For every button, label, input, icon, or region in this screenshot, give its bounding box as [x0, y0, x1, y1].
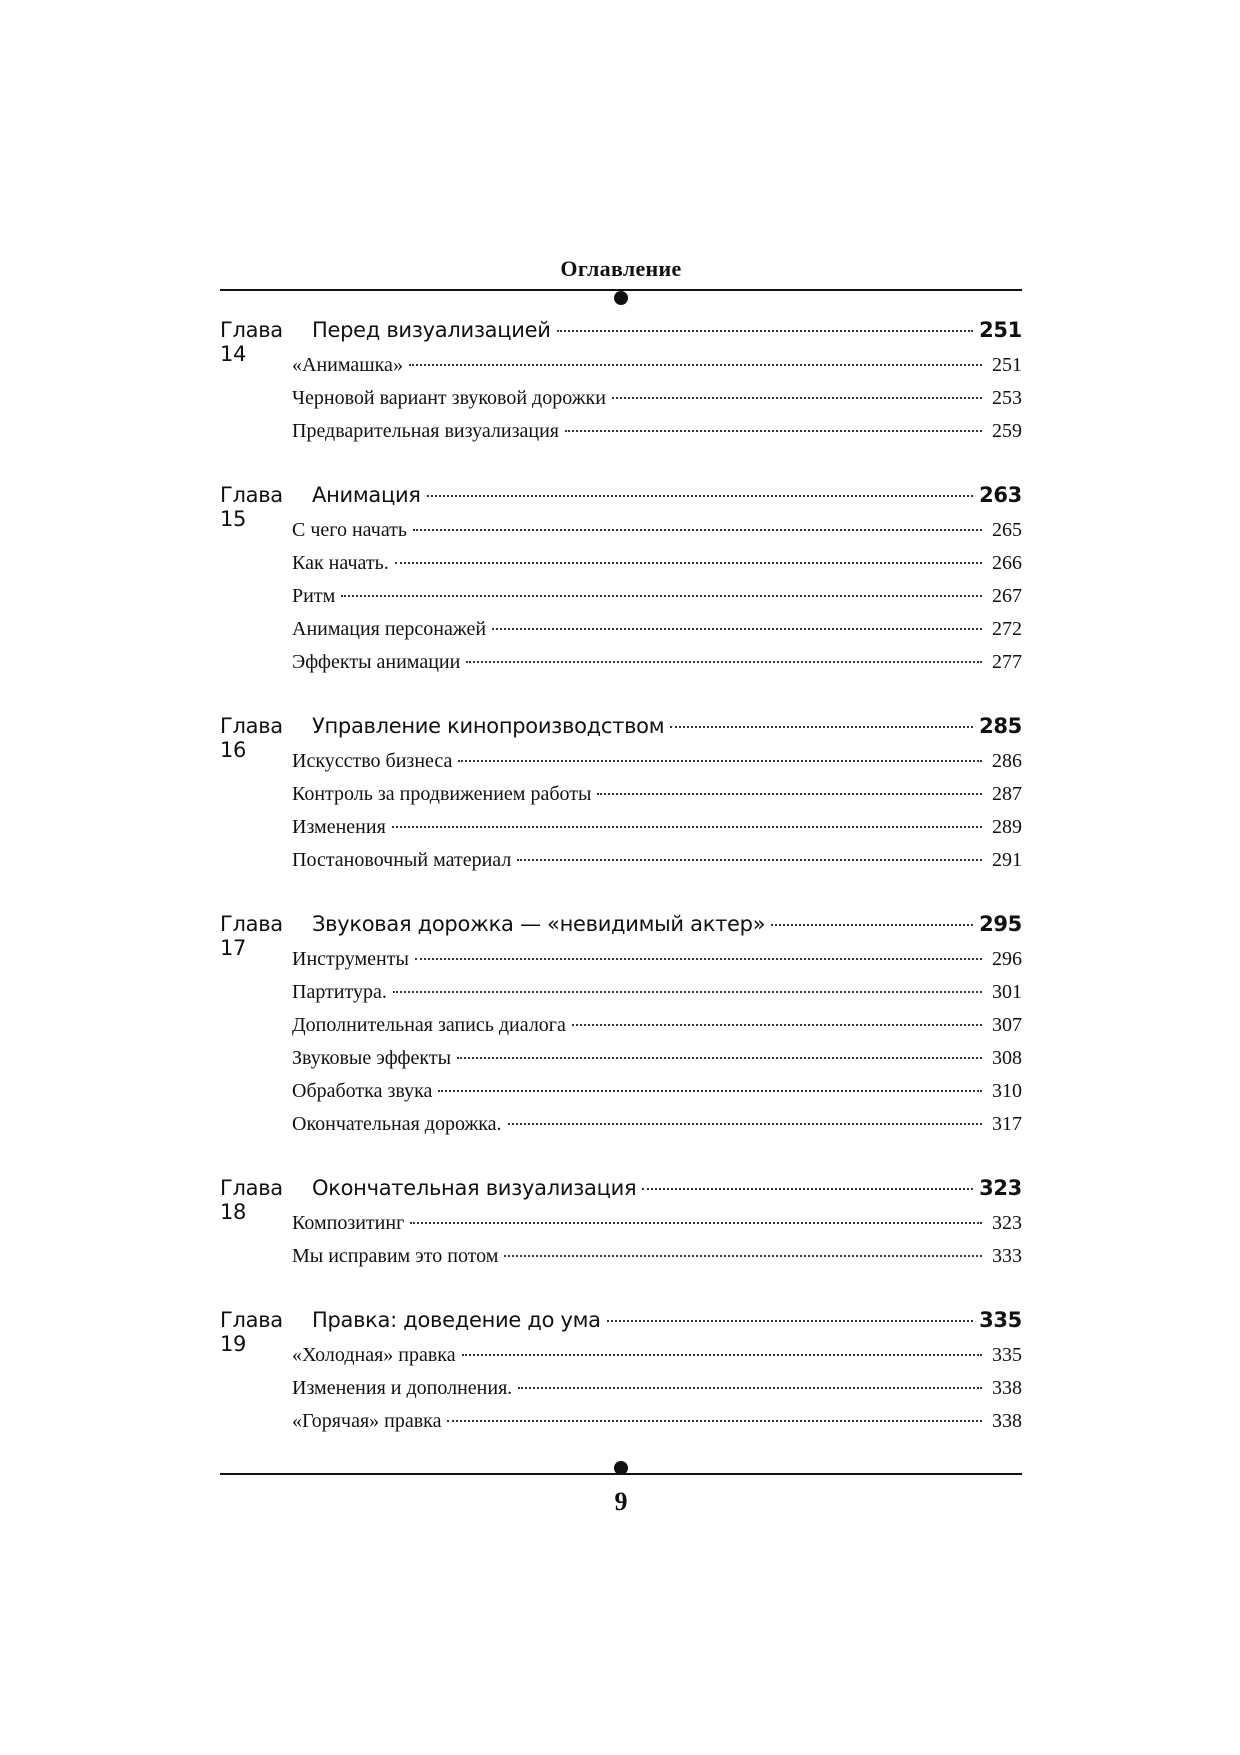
toc-section-entry[interactable] [220, 354, 1022, 387]
dot-leader [462, 1354, 982, 1356]
toc-section-entry[interactable] [220, 519, 1022, 552]
chapter-page: 263 [979, 483, 1022, 507]
dot-leader [565, 430, 982, 432]
section-title: Обработка звука [292, 1080, 433, 1102]
section-title: Изменения [292, 816, 386, 838]
chapter-title: Правка: доведение до ума [312, 1308, 601, 1332]
section-page: 291 [992, 849, 1022, 871]
dot-leader [466, 661, 982, 663]
dot-leader [642, 1188, 973, 1190]
section-title: Дополнительная запись диалога [292, 1014, 566, 1036]
section-title: Как начать. [292, 552, 389, 574]
toc-section-entry[interactable] [220, 1080, 1022, 1113]
top-rule [220, 289, 1022, 291]
section-page: 323 [992, 1212, 1022, 1234]
dot-leader [415, 958, 982, 960]
chapter-label: Глава 19 [220, 1308, 283, 1356]
section-title: Окончательная дорожка. [292, 1113, 502, 1135]
dot-leader [447, 1420, 982, 1422]
section-page: 317 [992, 1113, 1022, 1135]
toc-chapter [220, 483, 1022, 684]
section-title: Мы исправим это потом [292, 1245, 499, 1267]
section-title: Звуковые эффекты [292, 1047, 452, 1069]
dot-leader [395, 562, 982, 564]
section-title: С чего начать [292, 519, 408, 541]
dot-leader [409, 364, 982, 366]
dot-leader [517, 859, 982, 861]
chapter-title: Окончательная визуализация [312, 1176, 637, 1200]
chapter-label: Глава 18 [220, 1176, 283, 1224]
toc-section-entry[interactable] [220, 849, 1022, 882]
section-title: Предварительная визуализация [292, 420, 559, 442]
table-of-contents [220, 318, 1022, 1473]
section-page: 310 [992, 1080, 1022, 1102]
toc-section-entry[interactable] [220, 420, 1022, 453]
dot-leader [438, 1090, 982, 1092]
section-title: «Анимашка» [292, 354, 403, 376]
dot-leader [458, 760, 982, 762]
section-page: 338 [992, 1377, 1022, 1399]
section-page: 289 [992, 816, 1022, 838]
section-page: 272 [992, 618, 1022, 640]
dot-leader [771, 924, 973, 926]
toc-section-entry[interactable] [220, 585, 1022, 618]
dot-leader [607, 1320, 973, 1322]
section-title: Контроль за продвижением работы [292, 783, 592, 805]
section-title: Черновой вариант звуковой дорожки [292, 387, 606, 409]
toc-section-entry[interactable] [220, 1344, 1022, 1377]
section-page: 259 [992, 420, 1022, 442]
section-page: 338 [992, 1410, 1022, 1432]
chapter-page: 295 [979, 912, 1022, 936]
dot-leader [413, 529, 982, 531]
section-page: 333 [992, 1245, 1022, 1267]
dot-leader [392, 826, 982, 828]
section-page: 307 [992, 1014, 1022, 1036]
chapter-label: Глава 14 [220, 318, 283, 366]
chapter-page: 285 [979, 714, 1022, 738]
toc-section-entry[interactable] [220, 1113, 1022, 1146]
section-page: 277 [992, 651, 1022, 673]
chapter-label: Глава 17 [220, 912, 283, 960]
section-page: 296 [992, 948, 1022, 970]
section-title: «Горячая» правка [292, 1410, 442, 1432]
dot-leader [508, 1123, 982, 1125]
toc-section-entry[interactable] [220, 816, 1022, 849]
dot-leader [572, 1024, 982, 1026]
section-page: 287 [992, 783, 1022, 805]
toc-section-entry[interactable] [220, 1014, 1022, 1047]
chapter-page: 323 [979, 1176, 1022, 1200]
dot-leader [612, 397, 982, 399]
section-title: Эффекты анимации [292, 651, 461, 673]
running-head: Оглавление [560, 256, 682, 281]
dot-leader [410, 1222, 982, 1224]
toc-section-entry[interactable] [220, 651, 1022, 684]
toc-section-entry[interactable] [220, 1212, 1022, 1245]
chapter-title: Звуковая дорожка — «невидимый актер» [312, 912, 766, 936]
section-page: 253 [992, 387, 1022, 409]
toc-chapter [220, 1308, 1022, 1443]
toc-section-entry[interactable] [220, 1245, 1022, 1278]
dot-leader [518, 1387, 982, 1389]
chapter-title: Анимация [312, 483, 421, 507]
section-title: Инструменты [292, 948, 409, 970]
chapter-label: Глава 16 [220, 714, 283, 762]
toc-chapter [220, 912, 1022, 1146]
section-page: 267 [992, 585, 1022, 607]
toc-section-entry[interactable] [220, 750, 1022, 783]
chapter-label: Глава 15 [220, 483, 283, 531]
dot-leader [457, 1057, 982, 1059]
chapter-title: Перед визуализацией [312, 318, 551, 342]
toc-section-entry[interactable] [220, 981, 1022, 1014]
toc-section-entry[interactable] [220, 948, 1022, 981]
toc-section-entry[interactable] [220, 387, 1022, 420]
section-page: 308 [992, 1047, 1022, 1069]
toc-section-entry[interactable] [220, 783, 1022, 816]
chapter-page: 251 [979, 318, 1022, 342]
section-title: Постановочный материал [292, 849, 512, 871]
toc-chapter [220, 1176, 1022, 1278]
section-page: 301 [992, 981, 1022, 1003]
toc-section-entry[interactable] [220, 1410, 1022, 1443]
top-rule-ornament [614, 291, 628, 305]
dot-leader [597, 793, 982, 795]
page-number: 9 [614, 1487, 628, 1516]
section-title: Ритм [292, 585, 336, 607]
toc-section-entry[interactable] [220, 1377, 1022, 1410]
section-page: 266 [992, 552, 1022, 574]
section-title: Композитинг [292, 1212, 405, 1234]
section-page: 265 [992, 519, 1022, 541]
section-title: Партитура. [292, 981, 387, 1003]
toc-section-entry[interactable] [220, 618, 1022, 651]
section-title: Изменения и дополнения. [292, 1377, 513, 1399]
section-title: «Холодная» правка [292, 1344, 456, 1366]
section-title: Анимация персонажей [292, 618, 487, 640]
toc-section-entry[interactable] [220, 1047, 1022, 1080]
chapter-page: 335 [979, 1308, 1022, 1332]
chapter-title: Управление кинопроизводством [312, 714, 665, 738]
section-page: 251 [992, 354, 1022, 376]
dot-leader [492, 628, 982, 630]
toc-chapter [220, 714, 1022, 882]
dot-leader [557, 330, 974, 332]
dot-leader [427, 495, 973, 497]
dot-leader [341, 595, 982, 597]
toc-chapter [220, 318, 1022, 453]
section-page: 335 [992, 1344, 1022, 1366]
section-page: 286 [992, 750, 1022, 772]
bottom-rule [220, 1473, 1022, 1475]
section-title: Искусство бизнеса [292, 750, 453, 772]
dot-leader [670, 726, 973, 728]
dot-leader [504, 1255, 982, 1257]
dot-leader [393, 991, 982, 993]
toc-section-entry[interactable] [220, 552, 1022, 585]
